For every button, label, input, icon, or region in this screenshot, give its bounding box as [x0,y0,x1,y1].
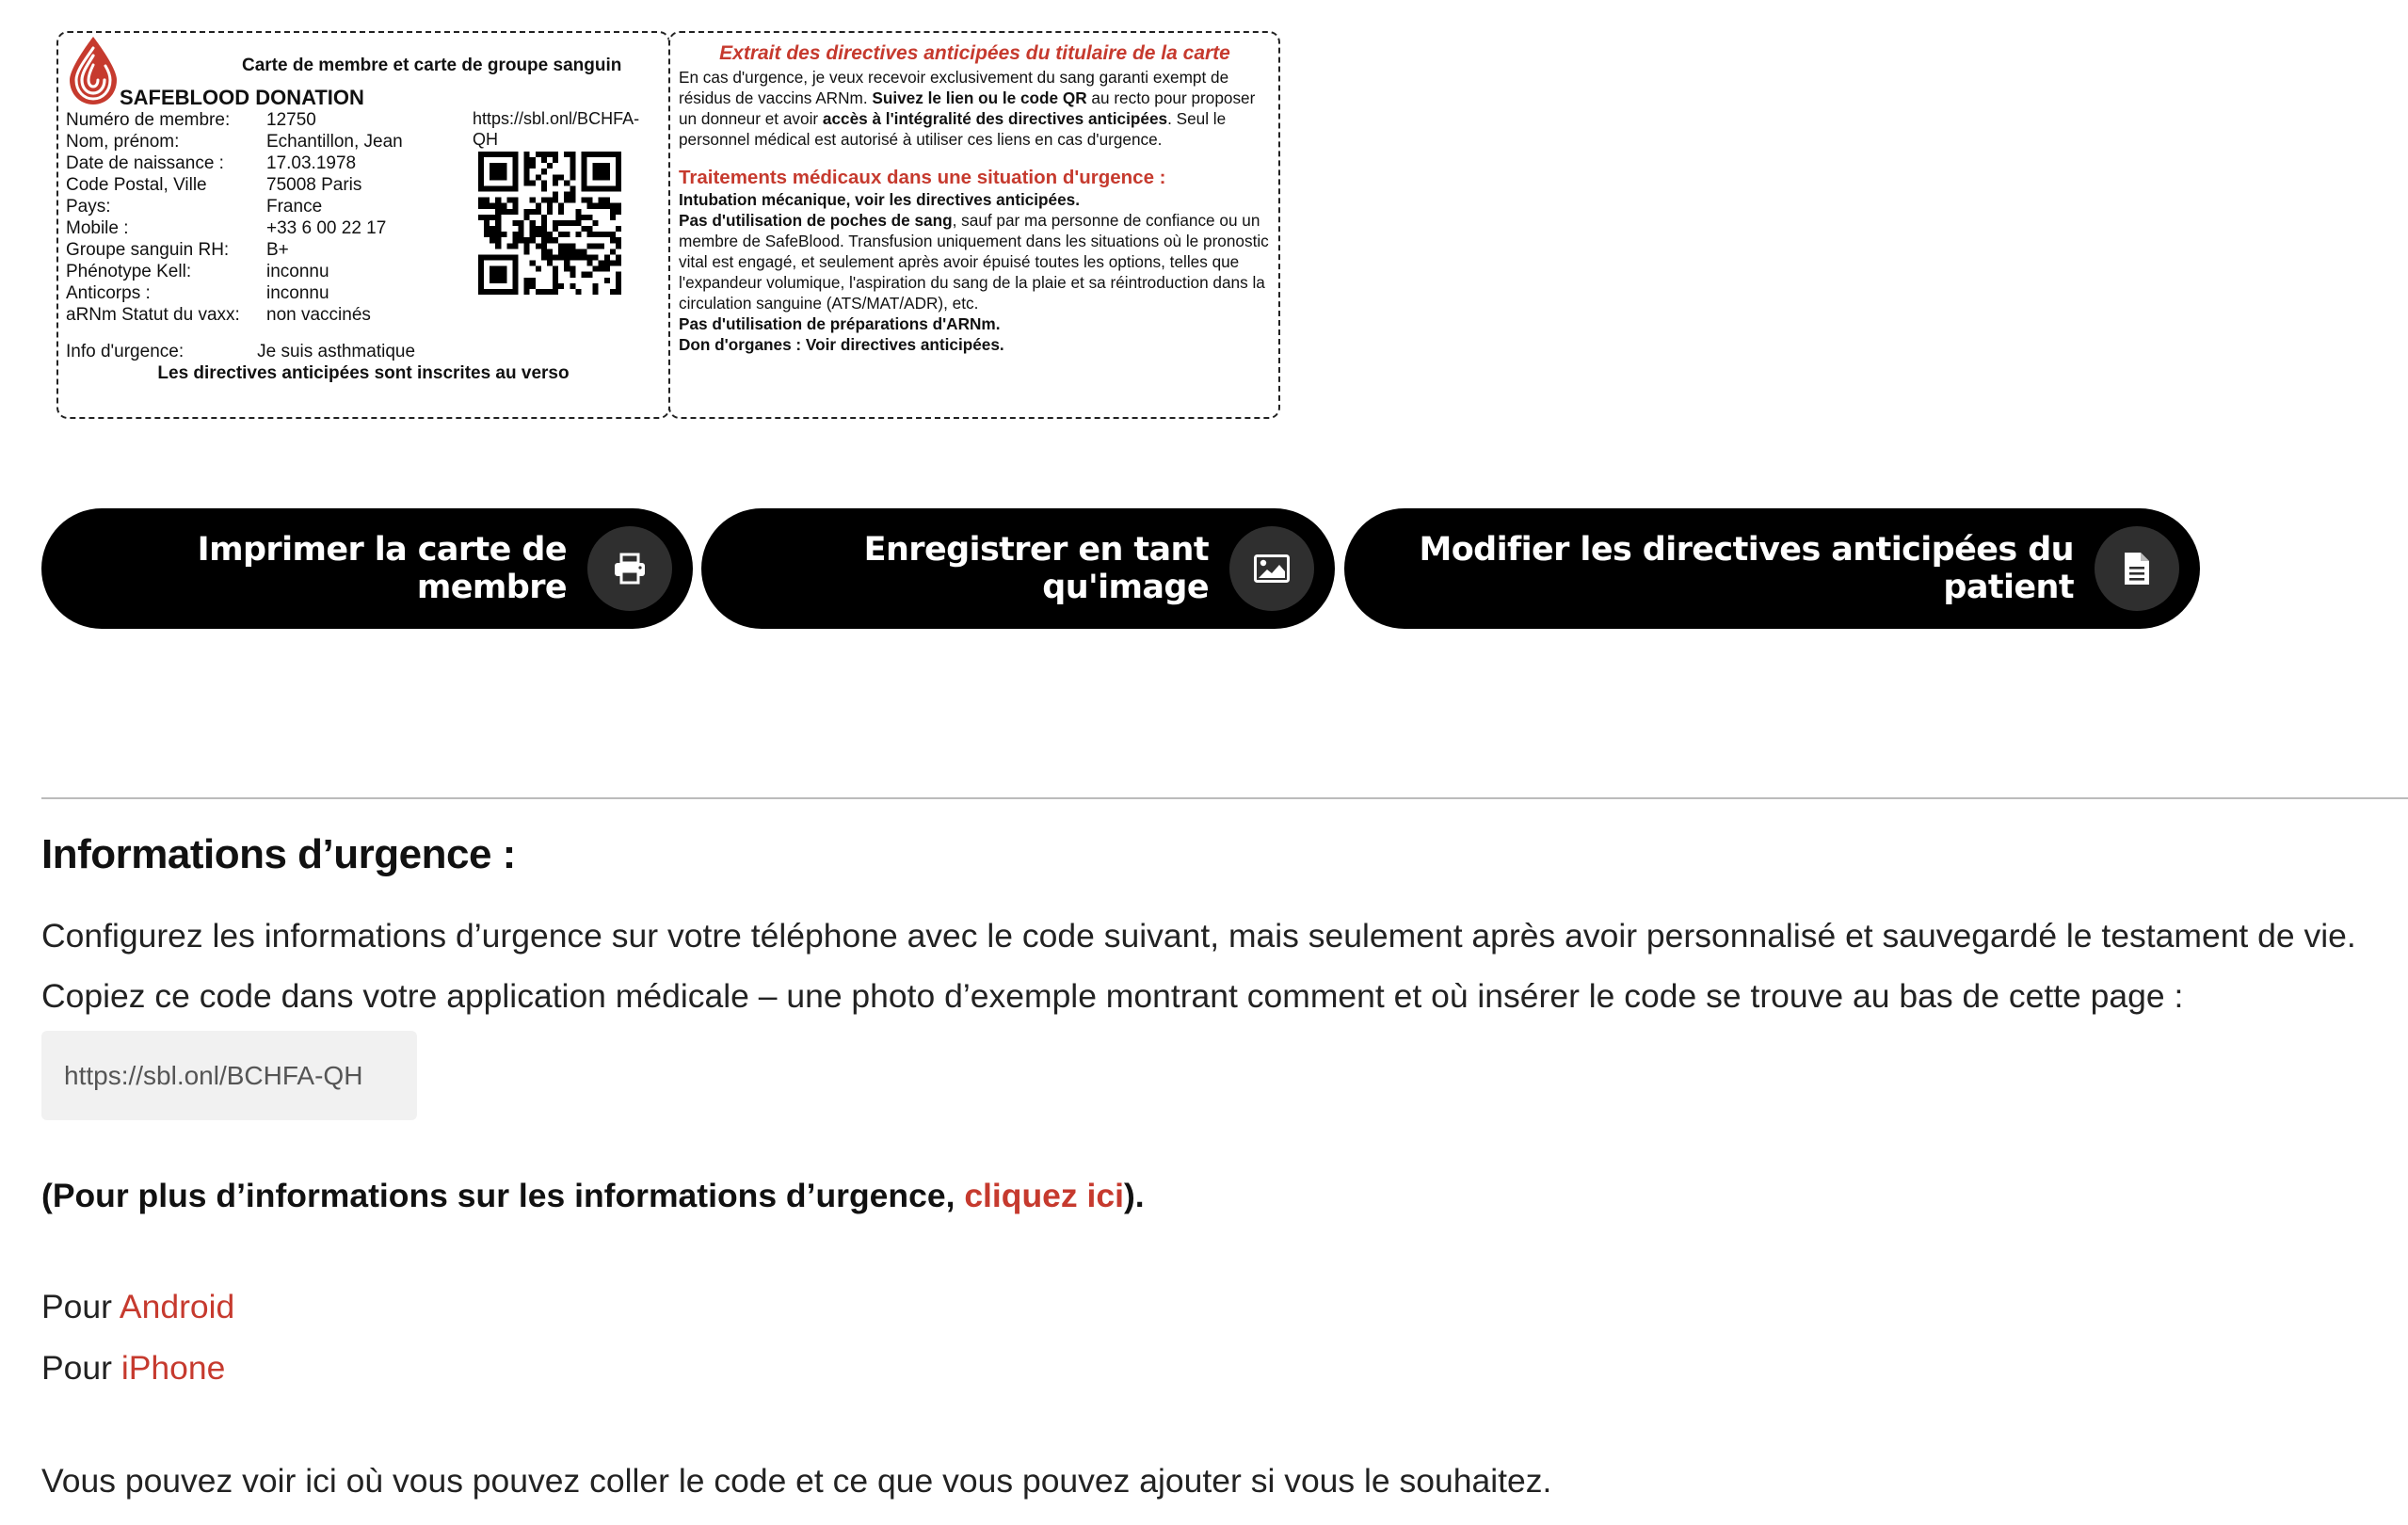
bold-span: Pas d'utilisation de poches de sang [679,211,953,230]
field-row [66,174,403,196]
image-icon [1254,554,1290,583]
iphone-line [41,1349,225,1388]
field-row [66,131,403,152]
field-row [66,304,403,326]
treatment-mrna [679,313,1271,334]
field-value: 12750 [266,110,316,130]
click-here-link[interactable]: cliquez ici [964,1177,1124,1214]
bold-span: Intubation mécanique, voir les directives anticipées. [679,190,1081,209]
text-span: . Seul le personnel médical est autorisé à utiliser ces liens en cas d'urgence. [679,109,1227,149]
text-span: au recto pour proposer un donneur et avoir [679,88,1256,128]
text-span: Pour [41,1288,120,1325]
field-label: Code Postal, Ville [66,175,207,195]
edit-directives-label: Modifier les directives anticipées du patient [1419,531,2074,606]
field-label: Anticorps : [66,283,151,303]
back-paragraph [679,67,1271,150]
field-row [66,196,403,217]
card-title: Carte de membre et carte de groupe sanguin [242,56,622,75]
emergency-code-input[interactable] [41,1031,417,1120]
footer-text: Vous pouvez voir ici où vous pouvez coller le code et ce que vous pouvez ajouter si vous le souhaitez. [41,1462,1552,1500]
document-icon [2123,551,2151,586]
field-value: B+ [266,240,289,260]
field-row [66,261,403,282]
card-url: https://sbl.onl/BCHFA-QH [473,109,640,149]
field-value: non vaccinés [266,305,371,325]
field-label: Date de naissance : [66,153,224,173]
emergency-value: Je suis asthmatique [257,342,416,361]
treatments-title: Traitements médicaux dans une situation d'urgence : [679,167,1166,188]
iphone-link[interactable]: iPhone [120,1349,226,1387]
treatment-organs [679,334,1271,355]
field-value: +33 6 00 22 17 [266,218,387,238]
info-line-configure: Configurez les informations d’urgence sur votre téléphone avec le code suivant, mais seulement après avoir personnalisé et sauvegardé le testament de vie. [41,917,2356,955]
field-label: aRNm Statut du vaxx: [66,305,240,325]
member-card [56,31,1280,419]
info-heading: Informations d’urgence : [41,831,516,877]
save-image-label: Enregistrer en tant qu'image [863,531,1209,606]
bold-span: accès à l'intégralité des directives anticipées [822,109,1168,128]
print-icon-circle [587,526,672,611]
emergency-info [66,342,415,362]
blood-drop-logo-icon [66,35,120,106]
save-image-button[interactable] [701,508,1335,629]
field-value: France [266,197,323,217]
edit-directives-button[interactable] [1344,508,2200,629]
field-label: Phénotype Kell: [66,262,192,281]
field-label: Mobile : [66,218,129,238]
member-fields [66,109,403,326]
field-label: Nom, prénom: [66,132,180,152]
more-info-line [41,1177,1145,1215]
text-span: (Pour plus d’informations sur les informations d’urgence, [41,1177,965,1214]
info-line-copy: Copiez ce code dans votre application médicale – une photo d’exemple montrant comment et où insérer le code se trouve au bas de cette page : [41,977,2184,1015]
print-card-button[interactable] [41,508,693,629]
field-row [66,282,403,304]
brand-name: SAFEBLOOD DONATION [120,86,364,109]
back-title: Extrait des directives anticipées du titulaire de la carte [719,42,1230,64]
field-label: Numéro de membre: [66,110,231,130]
section-divider [41,797,2408,799]
image-icon-circle [1229,526,1314,611]
card-back [668,31,1280,419]
text-span: Pour [41,1349,121,1387]
card-front [56,31,670,419]
emergency-label: Info d'urgence: [66,342,185,361]
android-link[interactable]: Android [119,1288,235,1325]
field-value: Echantillon, Jean [266,132,403,152]
field-value: 75008 Paris [266,175,362,195]
field-row [66,239,403,261]
bold-span: Suivez le lien ou le code QR [872,88,1087,107]
verso-note: Les directives anticipées sont inscrites au verso [157,363,570,383]
text-span: , sauf par ma personne de confiance ou un membre de SafeBlood. Transfusion uniquement dans les situations où le pronostic vital est engagé, et seulement après avoir épuisé toutes les options, telles que l'expandeur volumique, l'aspiration du sang de la plaie et sa réintroduction dans la circulation sanguine (ATS/MAT/ADR), etc. [679,211,1269,313]
field-value: inconnu [266,283,329,303]
text-span: En cas d'urgence, je veux recevoir exclusivement du sang garanti exempt de résidus de vaccins ARNm. [679,68,1229,107]
document-icon-circle [2095,526,2179,611]
printer-icon [613,553,647,585]
field-row [66,217,403,239]
field-row [66,109,403,131]
treatment-blood-bags [679,210,1271,313]
field-label: Pays: [66,197,111,217]
bold-span: Don d'organes : Voir directives anticipées. [679,335,1004,354]
text-span: ). [1123,1177,1145,1214]
field-row [66,152,403,174]
print-card-label: Imprimer la carte de membre [197,531,567,606]
field-value: 17.03.1978 [266,153,357,173]
android-line [41,1288,234,1326]
field-value: inconnu [266,262,329,281]
field-label: Groupe sanguin RH: [66,240,230,260]
treatment-intubation [679,189,1271,210]
qr-code-icon[interactable] [478,152,621,295]
bold-span: Pas d'utilisation de préparations d'ARNm. [679,314,1001,333]
